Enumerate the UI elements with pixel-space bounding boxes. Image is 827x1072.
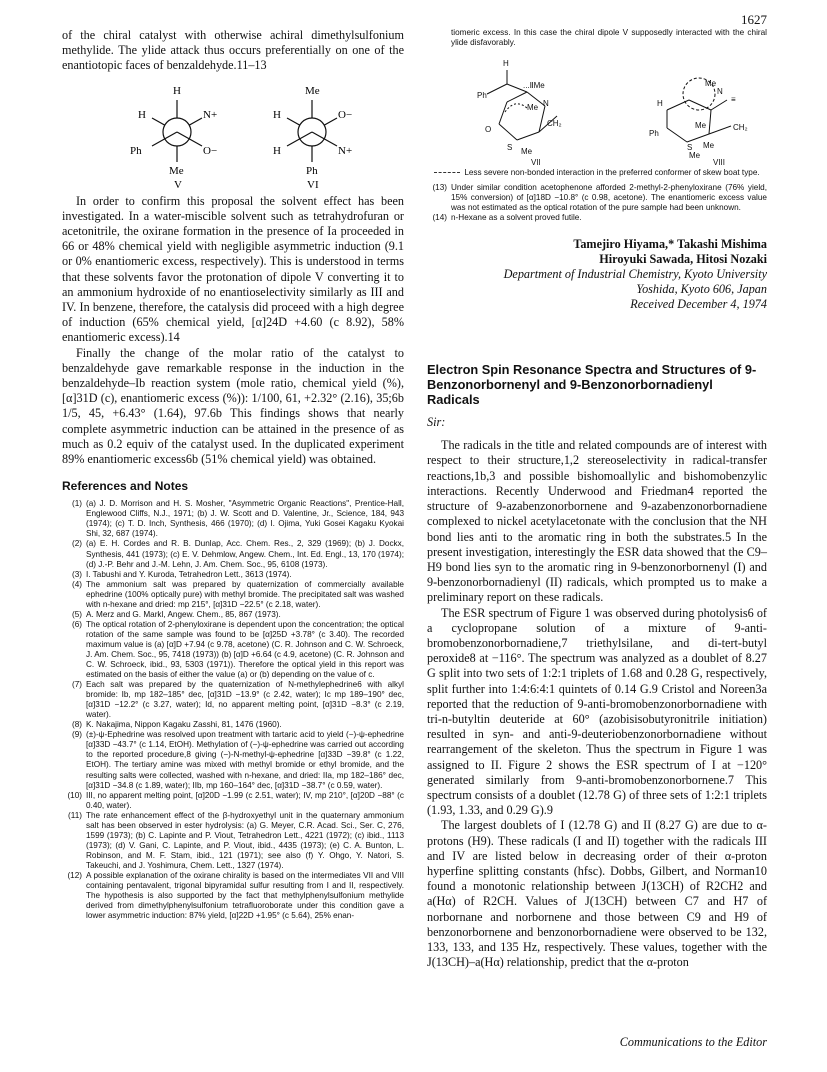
svg-text:S: S xyxy=(507,143,513,153)
reference-item: (13) Under similar condition acetophenone afforded 2-methyl-2-phenyloxirane (76% yield, 15% conversion) of [α]18D −10.8° (c 0.98, acetone). The enantiomeric excess value was not estimated as the optical rotation of the pure sample had been unknown. xyxy=(432,183,767,213)
svg-text:Ph: Ph xyxy=(477,91,487,101)
svg-text:H: H xyxy=(503,59,509,69)
structure-v xyxy=(132,78,222,191)
svg-text:Me: Me xyxy=(695,121,707,131)
reference-item: (1) (a) J. D. Morrison and H. S. Mosher, "Asymmetric Organic Reactions", Prentice-Hall, Englewood Cliffs, N.J., 1971; (b) J. W. Scott and D. Valentine, Jr., Science, 184, 943 (1974); (c) T. D. Inch, Synthesis, 466 (1970); (d) I. Ojima, Yuki Gosei Kagaku Kyokai Shi, 32, 687 (1974). xyxy=(71,499,404,539)
svg-text:Me: Me xyxy=(689,151,701,161)
received-date: Received December 4, 1974 xyxy=(630,297,767,312)
left-column xyxy=(62,28,404,921)
svg-text:S: S xyxy=(687,143,693,153)
svg-text:CH₂: CH₂ xyxy=(547,119,562,129)
figure-caption: Less severe non-bonded interaction in the preferred conformer of skew boat type. xyxy=(427,168,767,177)
newman-structures xyxy=(62,78,404,191)
intermediate-structures-figure xyxy=(427,54,767,166)
references-list-continued xyxy=(427,183,767,223)
solvent-effect-paragraph: In order to confirm this proposal the solvent effect has been investigated. In a water-miscible solvent such as tetrahydrofuran or acetonitrile, the oxirane formation in the presence of Ia proceeded in 66 or 48% chemical yield with negligible asymmetric induction (9.1 or 0% enantiomeric excess, respectively). This is understood in terms that these solvents favor the protonation of dipole V converting it to an ammonium hydroxide of no enantioselectivity similarly as III and IV. In benzene, therefore, the catalysis did proceed with a high degree of induction (65% chemical yield, [α]24D +4.60 (c 8.92), 58% enantiomeric excess).14 xyxy=(62,193,404,345)
svg-text:Me: Me xyxy=(521,147,533,157)
reference-item: (9) (±)-ψ-Ephedrine was resolved upon treatment with tartaric acid to yield (−)-ψ-ephedrine [α]33D −43.7° (c 1.14, EtOH). Methylation of (−)-ψ-ephedrine was carried out according to the reported procedure,8 giving (−)-N-methyl-ψ-ephedrine [α]33D −39.8° (c 1.22, EtOH). The tertiary amine was mixed with methyl bromide or ethyl bromide, and the resulting salts were collected, washed with n-hexane, and dried: IIa, mp 182–186° dec, [α]31D −34.8 (c 1.89, water); IIb, mp 160–164° dec, [α]31D −38.7° (c 0.59, water). xyxy=(71,730,404,790)
page-number: 1627 xyxy=(741,12,767,27)
reference-item: (5) A. Merz and G. Markl, Angew. Chem., 85, 867 (1973). xyxy=(71,609,281,619)
intermediates-vii-viii-drawing xyxy=(427,54,767,166)
v-bottom-right-label: O− xyxy=(203,144,218,157)
v-top-right-label: N+ xyxy=(203,108,218,121)
references-heading: References and Notes xyxy=(62,479,189,494)
svg-text:...ⅡMe: ...ⅡMe xyxy=(523,81,545,91)
reference-item: (6) The optical rotation of 2-phenyloxirane is dependent upon the concentration; the optical rotation of the same sample was found to be [α]25D +3.78° (c 3.40). The recorded maximum value is (a) [α]D +7.94 (c 9.78, acetone) (C. R. Johnson and C. W. Schroeck, J. Am. Chem. Soc., 95, 7418 (1973)) (b) [α]D +6.64 (c 4.9, acetone) (C. R. Johnson and C. W. Schroeck, ibid., 93, 5303 (1971)). Therefore the optical yield in this report was estimated on the basis of either the value (a) or (b) depending on the value of c. xyxy=(71,619,404,680)
reference-12-continued: tiomeric excess. In this case the chiral dipole V supposedly interacted with the chiral ylide disfavorably. xyxy=(451,28,767,48)
newman-projection-vi xyxy=(267,78,357,191)
reference-item: (10) III, no apparent melting point, [α]20D −1.99 (c 2.51, water); IV, mp 210°, [α]20D −88° (c 0.40, water). xyxy=(67,790,404,810)
v-top-label: H xyxy=(173,84,181,97)
article-paragraph-2: The ESR spectrum of Figure 1 was observed during photolysis6 of a cyclopropane solution of a mixture of 9-anti-bromobenzonorbornadiene,7 triethylsilane, and di-tert-butyl peroxide8 at −116°. The spectrum was analyzed as a doublet of 8.27 G split into two sets of 1:2:1 triplets of 1.68 and 0.28 G, respectively, split further into 1:4:6:4:1 quintets of 0.14 G.9 Cristol and Noreen3a reported that the reduction of 9-anti-bromobenzonorbornadiene with tri-n-butyltin deuteride at 60° (azobisisobutyronitrile initiation) resulted in syn- and anti-9-deuteriobenzonorbornadiene without rearrangement of the skeleton. Thus the spectrum in Figure 1 was assigned to II. Figure 2 shows the ESR spectrum of I at −120° generated similarly from 9-anti-bromobenzonorbornene.7 This spectrum consists of a doublet (12.78 G) of three sets of 1:2:1 triplets (1.93, 1.33, and 0.29 G).9 xyxy=(427,605,767,818)
reference-item: (14) n-Hexane as a solvent proved futile. xyxy=(432,213,582,223)
svg-text:≡: ≡ xyxy=(731,95,736,105)
svg-text:Me: Me xyxy=(527,103,539,113)
svg-text:H: H xyxy=(657,99,663,109)
reference-item: (2) (a) E. H. Cordes and R. B. Dunlap, Acc. Chem. Res., 2, 329 (1969); (b) J. Dockx, Synthesis, 441 (1973); (c) E. V. Dehmlow, Angew. Chem., Int. Ed. Engl., 13, 170 (1974); (d) J.-P. Behr and J.-M. Lehn, J. Am. Chem. Soc., 95, 6108 (1973). xyxy=(71,539,404,569)
svg-text:N: N xyxy=(717,87,723,97)
affiliation: Department of Industrial Chemistry, Kyoto University Yoshida, Kyoto 606, Japan xyxy=(503,267,767,297)
svg-text:N: N xyxy=(543,99,549,109)
v-compound-label: V xyxy=(174,178,182,191)
authors: Tamejiro Hiyama,* Takashi Mishima Hiroyuki Sawada, Hitosi Nozaki xyxy=(573,237,767,267)
vi-bottom-left-label: H xyxy=(273,144,281,157)
viii-label: VIII xyxy=(713,158,726,167)
vi-left-label: H xyxy=(273,108,281,121)
svg-text:O: O xyxy=(485,125,492,135)
reference-item: (7) Each salt was prepared by the quaternization of N-methylephedrine6 with alkyl bromide: Ib, mp 182–185° dec, [α]31D −13.9° (c 2.42, water); Ic mp 189–190° dec, [α]31D −12.2° (c 3.27, water); Id, no apparent melting point, [α]31D −8.3° (c 2.19, water). xyxy=(71,680,404,720)
newman-projection-v xyxy=(130,78,222,191)
intro-paragraph: of the chiral catalyst with otherwise achiral dimethylsulfonium methylide. The ylide attack thus occurs preferentially on one of the enantiotopic faces of benzaldehyde.11–13 xyxy=(62,28,404,73)
article-title: Electron Spin Resonance Spectra and Structures of 9-Benzonorbornenyl and 9-Benzonorbornadienyl Radicals xyxy=(427,362,757,408)
vi-top-right-label: O− xyxy=(338,108,353,121)
reference-item: (3) I. Tabushi and Y. Kuroda, Tetrahedron Lett., 3613 (1974). xyxy=(71,569,292,579)
molar-ratio-paragraph: Finally the change of the molar ratio of the catalyst to benzaldehyde gave remarkable response in the induction in the benzaldehyde–Ib reaction system (mole ratio, chemical yield (%), [α]31D (c), enantiomeric excess (%)): 1/100, 61, +2.32° (2.16), 35;6b 1/5, 45, +6.43° (1.64), 97.6b This findings shows that nearly complete asymmetric induction can be attained in the presence of as much as 0.2 equiv of the catalyst used. In the duplicated experiment 89% enantiomeric excess6b (51% chemical yield) was obtained. xyxy=(62,345,404,467)
article-paragraph-1: The radicals in the title and related compounds are of interest with respect to their structure,1,2 stereoselectivity in radical-transfer reactions,1b,3 and possible bishomoallylic and bishomobenzylic interactions. Recently Underwood and Friedman4 reported the structure of 9-azabenzonorbornene and 9-azabenzonorbornadiene complexed to nickel acetylacetonate with the conclusion that the NH bond lies anti to the aromatic ring in both the substrates.5 In the present investigation, interestingly the ESR data showed that the C9–H9 bond lies syn to the aromatic ring in 9-benzonorbornenyl (I) and 9-benzonorbornadienyl (II) radicals, which prompted us to make a preliminary report on these radicals. xyxy=(427,438,767,605)
structure-vi xyxy=(267,78,357,191)
references-list xyxy=(62,499,404,921)
reference-item: (4) The ammonium salt was prepared by quaternization of commercially available ephedrine (100% optically pure) with methyl bromide. The precipitated salt was washed with n-hexane and dried: mp 215°, [α]31D −22.5° (c 2.18, water). xyxy=(71,579,404,609)
svg-text:Me: Me xyxy=(705,79,717,89)
vii-label: VII xyxy=(531,158,541,167)
salutation: Sir: xyxy=(427,415,446,430)
vi-compound-label: VI xyxy=(307,178,319,191)
reference-item: (12) A possible explanation of the oxirane chirality is based on the intermediates VII and VIII containing pentavalent, trigonal bipyramidal sulfur resulting from I and II, respectively. The hypothesis is also supported by the fact that methylphenylsulfonium methylide derived from dimethylphenylsulfonium tetrafluoroborate under this condition gave a lower asymmetric induction: 87% yield, [α]22D +1.95° (c 5.64), 25% enan- xyxy=(67,871,404,921)
svg-text:Me: Me xyxy=(703,141,715,151)
journal-section-footer: Communications to the Editor xyxy=(619,1035,767,1049)
svg-text:Ph: Ph xyxy=(649,129,659,139)
dashed-interaction-icon xyxy=(434,172,460,173)
vi-bottom-right-label: N+ xyxy=(338,144,353,157)
v-bottom-label: Me xyxy=(169,164,184,177)
right-column xyxy=(427,28,767,970)
v-bottom-left-label: Ph xyxy=(130,144,142,157)
v-left-label: H xyxy=(138,108,146,121)
svg-text:CH₂: CH₂ xyxy=(733,123,748,133)
vi-bottom-label: Ph xyxy=(306,164,318,177)
reference-item: (8) K. Nakajima, Nippon Kagaku Zasshi, 81, 1476 (1960). xyxy=(71,720,282,730)
article-paragraph-3: The largest doublets of I (12.78 G) and II (8.27 G) are due to α-protons (H9). These radicals (I and II) together with the radicals III and IV are listed below in decreasing order of their α-proton hyperfine splitting constants (hfsc). Dobbs, Gilbert, and Norman10 found a monotonic relationship between J(13CH) of R2CH2 and a(Hα) of R2CH. Values of J(13CH) between C7 and H7 of norbornane and norbornene and those between C9 and H9 of benzonorbornene and benzonorbornadiene were observed to be 132, 133, 133, and 135 Hz, respectively. These values, together with the J(13CH)–a(Hα) relationship, predict that the α-proton xyxy=(427,818,767,970)
reference-item: (11) The rate enhancement effect of the β-hydroxyethyl unit in the quaternary ammonium salt has been observed in ester hydrolysis: (a) G. Meyer, C.R. Acad. Sci., Ser. C, 276, 1599 (1973); (b) C. Lapinte and P. Viout, Tetrahedron Lett., 4221 (1972); (c) ibid., 1113 (1973); (d) V. Gani, C. Lapinte, and P. Viout, ibid., 4435 (1973); (e) C. A. Bunton, L. Robinson, and M. F. Stam, ibid., 121 (1971); see also (f) Y. Ohgo, Y. Natori, S. Takeuchi, and J. Yoshimura, Chem. Lett., 1327 (1974). xyxy=(68,810,404,870)
vi-top-label: Me xyxy=(305,84,320,97)
